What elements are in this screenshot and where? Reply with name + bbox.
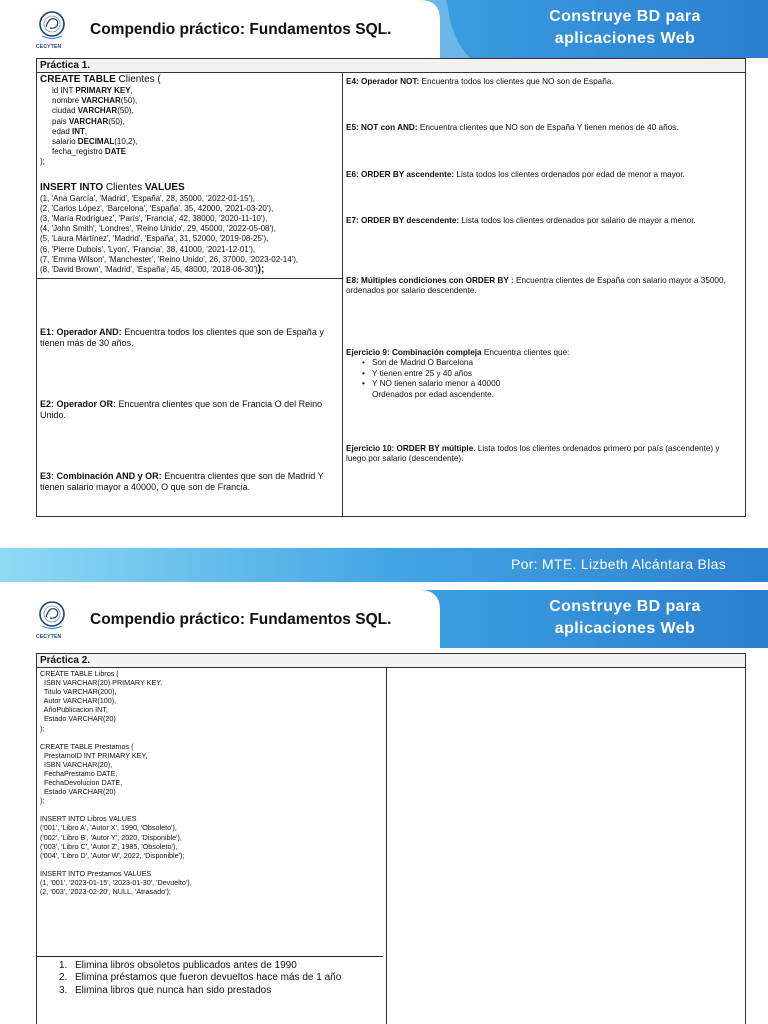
insert-code bbox=[37, 181, 342, 277]
field-tail: (50), bbox=[108, 116, 125, 126]
code-line: ); bbox=[40, 723, 45, 733]
exercise-9-label: Ejercicio 9: Combinación compleja bbox=[346, 348, 482, 357]
create-table-keyword: CREATE TABLE bbox=[40, 74, 116, 85]
code-line: ('003', 'Libro C', 'Autor Z', 1985, 'Obsoleto'), bbox=[40, 841, 178, 851]
code-line: ('004', 'Libro D', 'Autor W', 2022, 'Disponible'); bbox=[40, 850, 185, 860]
field-type: VARCHAR bbox=[68, 116, 109, 126]
code-line: ISBN VARCHAR(20) PRIMARY KEY, bbox=[40, 678, 163, 688]
code-line: INSERT INTO Libros VALUES bbox=[40, 814, 137, 824]
footer-author: Por: MTE. Lizbeth Alcántara Blas bbox=[510, 556, 726, 572]
insert-row-values: (4, 'John Smith', 'Londres', 'Reino Unido', 29, 45000, '2022-05-08'), bbox=[40, 224, 276, 234]
logo-caption: CECYTEN bbox=[36, 44, 62, 50]
code-line: FechaDevolucion DATE, bbox=[40, 778, 123, 788]
insert-row-values: (3, 'María Rodríguez', 'París', 'Francia', 42, 38000, '2020-11-10'), bbox=[40, 214, 268, 224]
exercise-e4 bbox=[346, 77, 741, 87]
field-name: pais bbox=[52, 116, 69, 126]
brand-title bbox=[510, 596, 740, 640]
practice-2-left-column bbox=[37, 668, 387, 1024]
insert-keyword: INSERT INTO bbox=[40, 181, 104, 193]
exercise-10-text: Lista todos los clientes ordenados primero por país (ascendente) y luego por salario (descendente). bbox=[346, 444, 720, 464]
exercise-e1-text: Encuentra todos los clientes que son de España y tienen más de 30 años. bbox=[40, 327, 324, 349]
exercise-e5-text: Encuentra clientes que NO son de España Y tienen menos de 40 años. bbox=[417, 123, 679, 132]
exercise-e8-label: E8: Múltiples condiciones con ORDER BY : bbox=[346, 276, 514, 285]
exercise-e3-text: Encuentra clientes que son de Madrid Y tienen salario mayor a 40000, O que son de Francia. bbox=[40, 471, 324, 493]
brand-title bbox=[510, 6, 740, 50]
code-line: AñoPublicacion INT, bbox=[40, 705, 108, 715]
insert-row bbox=[40, 255, 339, 265]
exercise-e2-label: E2: Operador OR: bbox=[40, 399, 117, 409]
field-name: id INT bbox=[52, 86, 76, 95]
insert-end: ); bbox=[257, 264, 265, 276]
logo-caption: CECYTEN bbox=[36, 634, 62, 640]
code-line: ('002', 'Libro B', 'Autor Y', 2020, 'Disponible'), bbox=[40, 832, 182, 842]
list-item bbox=[37, 985, 383, 997]
list-item: • Son de Madrid O Barcelona bbox=[362, 358, 741, 368]
exercise-9-bullets bbox=[362, 358, 741, 400]
create-table-field bbox=[40, 106, 339, 116]
task-number: 2. bbox=[59, 972, 68, 984]
code-line: CREATE TABLE Libros ( bbox=[40, 669, 119, 678]
divider bbox=[37, 278, 342, 279]
practice-2-code bbox=[37, 668, 386, 897]
list-item: • Y tienen entre 25 y 40 años bbox=[362, 369, 741, 379]
insert-row-values: (8, 'David Brown', 'Madrid', 'España', 45, 48000, '2018-06-30') bbox=[40, 265, 258, 275]
insert-row-values: (6, 'Pierre Dubois', 'Lyon', 'Francia', 38, 41000, '2021-12-01'), bbox=[40, 244, 256, 254]
field-name: nombre bbox=[52, 96, 82, 106]
create-table-field bbox=[40, 117, 339, 127]
code-line: ISBN VARCHAR(20), bbox=[40, 759, 113, 769]
field-type: DECIMAL bbox=[77, 137, 115, 147]
brand-line-1: Construye BD para bbox=[549, 8, 701, 25]
create-table-field bbox=[40, 96, 339, 106]
insert-row-values: (1, 'Ana García', 'Madrid', 'España', 28, 35000, '2022-01-15'), bbox=[40, 193, 256, 203]
create-table-code bbox=[37, 73, 342, 169]
code-line: CREATE TABLE Prestamos ( bbox=[40, 741, 134, 751]
insert-table-name: Clientes bbox=[103, 181, 145, 193]
field-tail: , bbox=[130, 86, 133, 95]
exercise-e5 bbox=[346, 123, 741, 133]
cecyten-logo-icon bbox=[38, 10, 66, 46]
exercise-9-text: Encuentra clientes que: bbox=[481, 348, 570, 357]
brand-line-2: aplicaciones Web bbox=[554, 620, 696, 637]
field-tail: , bbox=[84, 126, 88, 136]
create-table-field bbox=[40, 137, 339, 147]
exercise-e2-text: Encuentra clientes que son de Francia O del Reino Unido. bbox=[40, 399, 323, 421]
task-number: 1. bbox=[59, 960, 68, 971]
create-table-field bbox=[40, 86, 339, 96]
field-tail: (50), bbox=[117, 106, 134, 116]
insert-row bbox=[40, 214, 339, 224]
create-table-field bbox=[40, 147, 339, 157]
field-type: DATE bbox=[104, 147, 127, 157]
code-line: Autor VARCHAR(100), bbox=[40, 696, 117, 706]
code-line: Estado VARCHAR(20) bbox=[40, 714, 116, 724]
page-title: Compendio práctico: Fundamentos SQL. bbox=[90, 21, 392, 38]
task-text: Elimina libros obsoletos publicados antes de 1990 bbox=[75, 960, 297, 971]
code-line: ); bbox=[40, 796, 45, 806]
create-table-close: ); bbox=[40, 157, 45, 167]
exercise-e7 bbox=[346, 216, 741, 226]
exercise-e8-text: Encuentra clientes de España con salario mayor a 35000, ordenados por salario descendente. bbox=[346, 276, 726, 296]
task-text: Elimina libros que nunca han sido prestados bbox=[75, 984, 272, 996]
exercise-10 bbox=[346, 444, 741, 465]
page-header bbox=[0, 0, 768, 58]
exercise-e7-text: Lista todos los clientes ordenados por salario de mayor a menor. bbox=[459, 216, 696, 225]
practice-2-heading: Práctica 2. bbox=[37, 654, 745, 668]
code-line: Estado VARCHAR(20) bbox=[40, 787, 116, 797]
insert-row bbox=[40, 224, 339, 234]
code-gap bbox=[40, 860, 383, 869]
cecyten-logo-icon bbox=[38, 600, 66, 636]
exercise-9-order: Ordenados por edad ascendente. bbox=[372, 389, 494, 399]
list-item bbox=[37, 960, 383, 972]
page-title: Compendio práctico: Fundamentos SQL. bbox=[90, 611, 392, 628]
page-2 bbox=[0, 590, 768, 1024]
exercise-e4-label: E4: Operador NOT: bbox=[346, 77, 420, 86]
code-line: PrestamoID INT PRIMARY KEY, bbox=[40, 750, 148, 760]
practice-1-box bbox=[36, 58, 746, 517]
exercise-e3 bbox=[40, 471, 338, 494]
field-type: PRIMARY KEY bbox=[75, 86, 131, 95]
exercise-10-label: Ejercicio 10: ORDER BY múltiple. bbox=[346, 444, 476, 453]
exercise-e1 bbox=[40, 327, 338, 350]
code-line: ('001', 'Libro A', 'Autor X', 1990, 'Obsoleto'), bbox=[40, 823, 177, 833]
practice-2-tasks bbox=[37, 956, 383, 997]
code-line: Titulo VARCHAR(200), bbox=[40, 687, 117, 697]
insert-row bbox=[40, 204, 339, 214]
practice-1-heading: Práctica 1. bbox=[37, 59, 745, 73]
brand-line-1: Construye BD para bbox=[549, 598, 701, 615]
code-line: INSERT INTO Prestamos VALUES bbox=[40, 868, 152, 878]
exercise-9 bbox=[346, 348, 741, 400]
values-keyword: VALUES bbox=[144, 181, 185, 193]
list-item: • Y NO tienen salario menor a 40000 bbox=[362, 379, 741, 389]
field-tail: (50), bbox=[120, 96, 138, 106]
field-name: fecha_registro bbox=[52, 147, 105, 157]
insert-row-values: (2, 'Carlos López', 'Barcelona', 'España', 35, 42000, '2021-03-20'), bbox=[40, 203, 274, 213]
code-line: FechaPrestamo DATE, bbox=[40, 768, 118, 778]
insert-row-values: (5, 'Laura Martínez', 'Madrid', 'España', 31, 52000, '2019-08-25'), bbox=[40, 234, 269, 244]
exercise-e5-label: E5: NOT con AND: bbox=[346, 123, 418, 132]
task-number: 3. bbox=[59, 984, 68, 996]
list-item bbox=[37, 972, 383, 984]
practice-1-right-column bbox=[343, 73, 745, 516]
create-table-field bbox=[40, 127, 339, 137]
field-type: INT bbox=[72, 126, 85, 136]
field-name: edad bbox=[52, 126, 73, 136]
field-name: salario bbox=[52, 137, 78, 147]
code-gap bbox=[40, 805, 383, 814]
field-tail: (10,2), bbox=[114, 137, 138, 147]
insert-row bbox=[40, 265, 339, 275]
field-type: VARCHAR bbox=[77, 106, 118, 116]
exercise-e6 bbox=[346, 170, 741, 180]
field-type: VARCHAR bbox=[81, 96, 121, 106]
practice-2-right-column bbox=[387, 668, 745, 1024]
insert-row bbox=[40, 234, 339, 244]
brand-line-2: aplicaciones Web bbox=[554, 30, 696, 47]
task-text: Elimina préstamos que fueron devueltos hace más de 1 año bbox=[75, 972, 342, 984]
insert-row bbox=[40, 245, 339, 255]
page-header bbox=[0, 590, 768, 648]
exercise-e4-text: Encuentra todos los clientes que NO son de España. bbox=[419, 77, 614, 86]
exercise-e8 bbox=[346, 276, 741, 297]
exercise-e2 bbox=[40, 399, 338, 422]
code-line: (1, '001', '2023-01-15', '2023-01-30', 'Devuelto'), bbox=[40, 877, 192, 887]
practice-2-box bbox=[36, 653, 746, 1024]
code-gap bbox=[40, 733, 383, 742]
exercise-e3-label: E3: Combinación AND y OR: bbox=[40, 471, 162, 481]
exercise-e6-text: Lista todos los clientes ordenados por edad de menor a mayor. bbox=[454, 170, 685, 179]
field-name: ciudad bbox=[52, 106, 78, 116]
exercise-e7-label: E7: ORDER BY descendente: bbox=[346, 216, 460, 225]
create-table-name: Clientes ( bbox=[115, 74, 161, 85]
exercise-e6-label: E6: ORDER BY ascendente: bbox=[346, 170, 455, 179]
insert-row-values: (7, 'Emma Wilson', 'Manchester', 'Reino Unido', 26, 37000, '2023-02-14'), bbox=[40, 254, 299, 264]
insert-row bbox=[40, 194, 339, 204]
code-line: (2, '003', '2023-02-20', NULL, 'Atrasado'); bbox=[40, 886, 171, 896]
practice-1-left-column bbox=[37, 73, 343, 516]
exercise-e1-label: E1: Operador AND: bbox=[40, 327, 122, 337]
